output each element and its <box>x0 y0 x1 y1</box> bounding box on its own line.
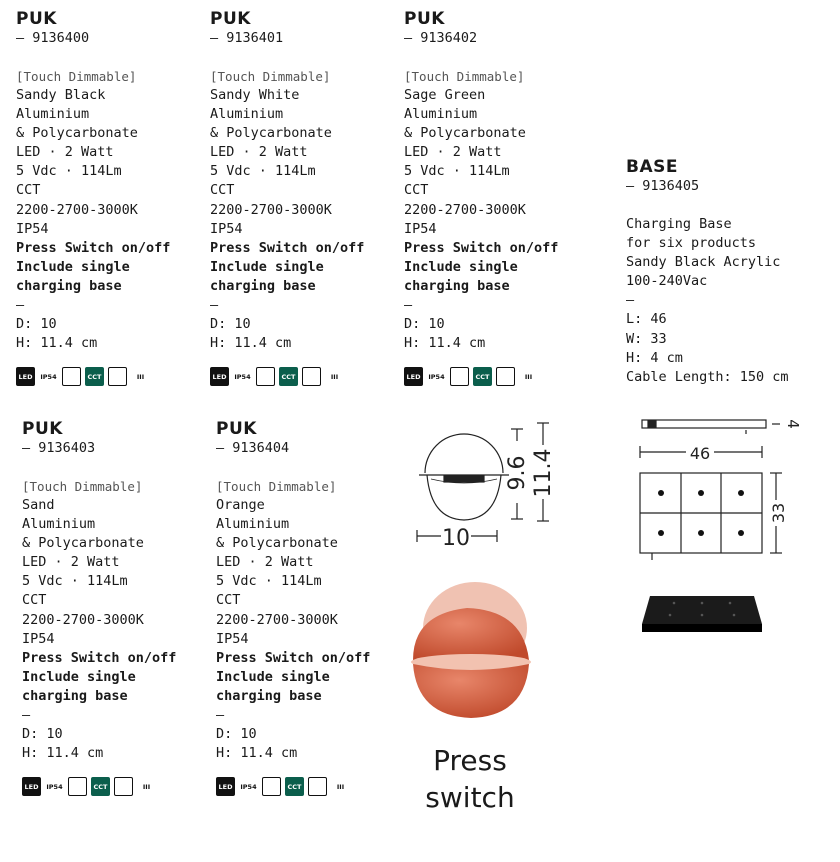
ip54-icon: IP54 <box>40 372 57 381</box>
spec-line: & Polycarbonate <box>22 535 144 552</box>
lamp-inner-height-label: 9.6 <box>505 455 530 491</box>
ip54-icon: IP54 <box>428 372 445 381</box>
product-name: PUK <box>22 419 63 439</box>
spec-line: Sandy Black <box>16 87 106 103</box>
dimension-line: — <box>404 297 413 314</box>
dimmable-icon <box>68 777 87 796</box>
spec-line: CCT <box>16 182 41 199</box>
spec-line: Orange <box>216 497 265 513</box>
product-code: — 9136400 <box>16 30 90 46</box>
feature-line: charging base <box>404 277 510 294</box>
spec-line: LED · 2 Watt <box>22 554 120 571</box>
spec-line: 2200-2700-3000K <box>216 611 338 628</box>
feature-line: Include single <box>16 258 130 275</box>
base-dims-line: H: 4 cm <box>626 349 683 366</box>
product-card-9136402 <box>404 9 594 386</box>
dimmable-icon <box>450 367 469 386</box>
base-dimension-drawing <box>636 410 836 650</box>
spec-line: CCT <box>210 182 235 199</box>
feature-line: Press Switch on/off <box>216 649 371 666</box>
led-icon: LED <box>216 777 235 796</box>
ip54-icon: IP54 <box>46 782 63 791</box>
feature-line: Press Switch on/off <box>16 239 171 256</box>
dimmable-icon <box>262 777 281 796</box>
spec-line: Aluminium <box>210 106 284 123</box>
dimension-line: — <box>16 297 25 314</box>
base-card-9136405 <box>626 157 826 387</box>
spec-line: Sage Green <box>404 87 486 103</box>
caption-line: Press <box>433 744 507 777</box>
base-specs <box>626 215 826 387</box>
class-iii-icon: III <box>336 782 345 791</box>
product-name: PUK <box>16 9 57 29</box>
lamp-dimension-drawing <box>405 415 565 555</box>
spec-line: & Polycarbonate <box>404 125 526 142</box>
base-code: — 9136405 <box>626 178 700 194</box>
spec-line: LED · 2 Watt <box>404 144 502 161</box>
cct-icon: CCT <box>85 367 104 386</box>
lamp-height-label: 11.4 <box>531 448 556 498</box>
led-icon: LED <box>16 367 35 386</box>
feature-line: charging base <box>210 277 316 294</box>
product-card-9136400 <box>16 9 206 386</box>
dimmable-icon <box>62 367 81 386</box>
led-icon: LED <box>404 367 423 386</box>
dimmable-icon <box>256 367 275 386</box>
product-card-9136404 <box>216 419 406 796</box>
class-iii-icon: III <box>330 372 339 381</box>
product-card-9136401 <box>210 9 400 386</box>
caption-line: switch <box>425 781 515 814</box>
spec-line: & Polycarbonate <box>210 125 332 142</box>
base-dims-line: L: 46 <box>626 311 667 328</box>
feature-line: Include single <box>216 668 330 685</box>
feature-line: charging base <box>22 687 128 704</box>
base-spec-line: Charging Base <box>626 216 732 232</box>
dimension-line: — <box>22 707 31 724</box>
certification-icons <box>22 777 212 796</box>
dimension-line: D: 10 <box>404 316 445 333</box>
base-side-view <box>642 420 780 434</box>
feature-line: Include single <box>404 258 518 275</box>
base-width-label: 33 <box>769 502 788 524</box>
dimension-line: H: 11.4 cm <box>404 335 486 352</box>
spec-line: 2200-2700-3000K <box>210 201 332 218</box>
spec-line: IP54 <box>16 220 49 237</box>
press-switch-caption <box>405 742 535 816</box>
dimension-line: — <box>216 707 225 724</box>
feature-line: Press Switch on/off <box>22 649 177 666</box>
dimension-line: H: 11.4 cm <box>22 745 104 762</box>
spec-line: Aluminium <box>22 516 96 533</box>
spec-line: 5 Vdc · 114Lm <box>404 163 510 180</box>
spec-line: 2200-2700-3000K <box>404 201 526 218</box>
class-iii-icon: III <box>524 372 533 381</box>
product-code: — 9136404 <box>216 440 290 456</box>
product-name: PUK <box>210 9 251 29</box>
base-dims-line: W: 33 <box>626 330 667 347</box>
touch-icon <box>308 777 327 796</box>
touch-icon <box>108 367 127 386</box>
spec-line: & Polycarbonate <box>16 125 138 142</box>
orange-lamp-image <box>405 578 540 728</box>
spec-line: IP54 <box>404 220 437 237</box>
base-spec-line: 100-240Vac <box>626 273 708 290</box>
cct-icon: CCT <box>285 777 304 796</box>
feature-line: Include single <box>210 258 324 275</box>
base-spec-line: for six products <box>626 235 757 252</box>
product-code: — 9136401 <box>210 30 284 46</box>
dimension-line: H: 11.4 cm <box>210 335 292 352</box>
feature-line: Include single <box>22 668 136 685</box>
cct-icon: CCT <box>473 367 492 386</box>
touch-dimmable-tag: [Touch Dimmable] <box>210 69 331 84</box>
cct-icon: CCT <box>279 367 298 386</box>
feature-line: charging base <box>216 687 322 704</box>
spec-line: LED · 2 Watt <box>216 554 314 571</box>
class-iii-icon: III <box>142 782 151 791</box>
touch-dimmable-tag: [Touch Dimmable] <box>22 479 143 494</box>
spec-line: 5 Vdc · 114Lm <box>16 163 122 180</box>
dimension-line: D: 10 <box>22 726 63 743</box>
spec-line: LED · 2 Watt <box>210 144 308 161</box>
dimension-line: D: 10 <box>210 316 251 333</box>
base-photo <box>642 596 762 632</box>
feature-line: Press Switch on/off <box>210 239 365 256</box>
feature-line: Press Switch on/off <box>404 239 559 256</box>
base-length-label: 46 <box>689 444 711 463</box>
led-icon: LED <box>210 367 229 386</box>
spec-line: IP54 <box>210 220 243 237</box>
spec-line: LED · 2 Watt <box>16 144 114 161</box>
spec-line: 2200-2700-3000K <box>22 611 144 628</box>
touch-icon <box>114 777 133 796</box>
base-top-view <box>640 473 762 560</box>
product-name: PUK <box>216 419 257 439</box>
certification-icons <box>16 367 206 386</box>
spec-line: 5 Vdc · 114Lm <box>216 573 322 590</box>
spec-line: Sandy White <box>210 87 300 103</box>
product-code: — 9136402 <box>404 30 478 46</box>
spec-line: Aluminium <box>216 516 290 533</box>
product-code: — 9136403 <box>22 440 96 456</box>
lamp-outline <box>419 434 509 520</box>
cct-icon: CCT <box>91 777 110 796</box>
spec-line: CCT <box>22 592 47 609</box>
dimension-line: D: 10 <box>216 726 257 743</box>
base-dims-line: — <box>626 292 635 309</box>
certification-icons <box>210 367 400 386</box>
spec-line: Aluminium <box>16 106 90 123</box>
spec-line: Sand <box>22 497 55 513</box>
led-icon: LED <box>22 777 41 796</box>
spec-line: & Polycarbonate <box>216 535 338 552</box>
feature-line: charging base <box>16 277 122 294</box>
dimension-line: H: 11.4 cm <box>216 745 298 762</box>
spec-line: IP54 <box>216 630 249 647</box>
ip54-icon: IP54 <box>234 372 251 381</box>
certification-icons <box>216 777 406 796</box>
base-name: BASE <box>626 157 678 177</box>
spec-line: 5 Vdc · 114Lm <box>22 573 128 590</box>
certification-icons <box>404 367 594 386</box>
touch-dimmable-tag: [Touch Dimmable] <box>404 69 525 84</box>
class-iii-icon: III <box>136 372 145 381</box>
base-spec-line: Sandy Black Acrylic <box>626 254 781 271</box>
product-name: PUK <box>404 9 445 29</box>
dimension-line: — <box>210 297 219 314</box>
spec-line: 5 Vdc · 114Lm <box>210 163 316 180</box>
touch-dimmable-tag: [Touch Dimmable] <box>216 479 337 494</box>
spec-line: Aluminium <box>404 106 478 123</box>
touch-icon <box>302 367 321 386</box>
base-height-label: 4 <box>784 419 802 429</box>
lamp-width-label: 10 <box>442 526 470 551</box>
spec-line: IP54 <box>22 630 55 647</box>
base-dims-line: Cable Length: 150 cm <box>626 368 789 385</box>
touch-icon <box>496 367 515 386</box>
product-card-9136403 <box>22 419 212 796</box>
ip54-icon: IP54 <box>240 782 257 791</box>
spec-line: CCT <box>216 592 241 609</box>
touch-dimmable-tag: [Touch Dimmable] <box>16 69 137 84</box>
dimension-line: D: 10 <box>16 316 57 333</box>
spec-line: CCT <box>404 182 429 199</box>
spec-line: 2200-2700-3000K <box>16 201 138 218</box>
dimension-line: H: 11.4 cm <box>16 335 98 352</box>
